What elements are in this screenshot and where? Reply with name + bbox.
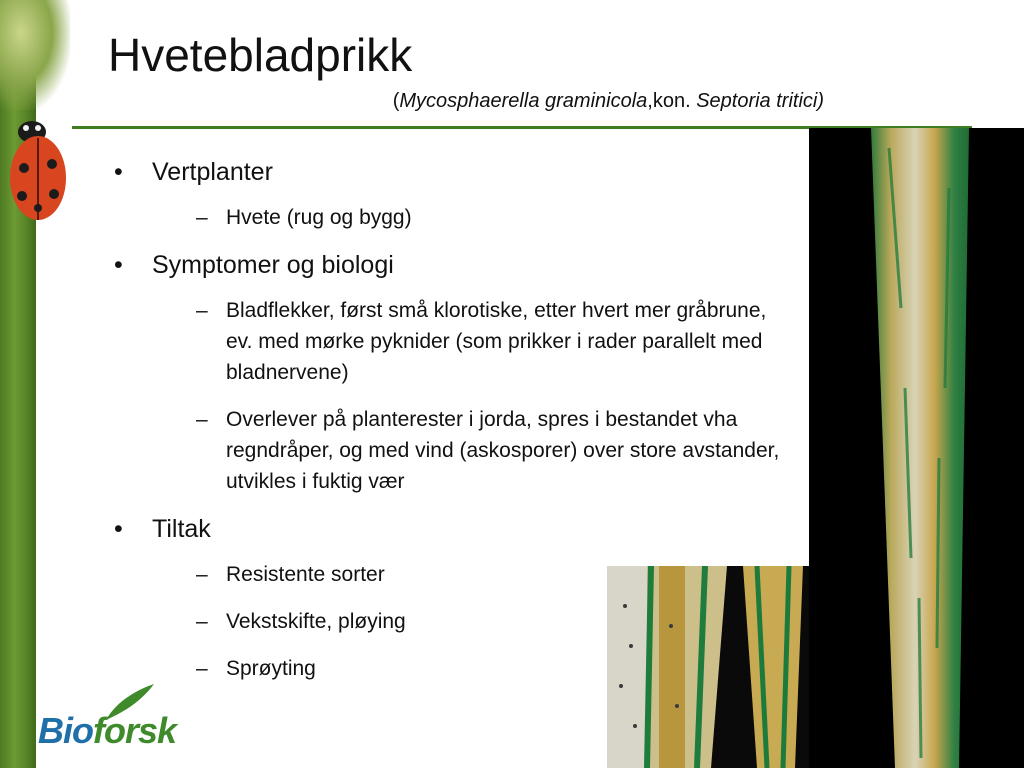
bullet-tiltak: • Tiltak <box>110 513 790 545</box>
sub-bullet: – Resistente sorter <box>196 559 790 590</box>
sub-bullet: – Sprøyting <box>196 653 790 684</box>
logo-text-forsk: forsk <box>93 710 177 751</box>
sub-bullet: – Bladflekker, først små klorotiske, etter hvert mer gråbrune, ev. med mørke pyknider (som prikker i rader parallelt med bladnervene) <box>196 295 790 388</box>
bullet-vertplanter: • Vertplanter <box>110 156 790 188</box>
sub-bullet: – Overlever på planterester i jorda, spres i bestandet vha regndråper, og med vind (askosporer) over store avstander, utvikles i fuktig vær <box>196 404 790 497</box>
bullet-symptomer: • Symptomer og biologi <box>110 249 790 281</box>
bioforsk-logo <box>38 682 198 762</box>
subtitle-mid: ,kon. <box>647 90 697 112</box>
slide-title: Hvetebladprikk <box>108 29 413 81</box>
slide-subtitle <box>393 90 824 113</box>
ladybug-image <box>0 108 70 223</box>
subtitle-open-paren: ( <box>392 90 400 112</box>
sub-bullet: – Hvete (rug og bygg) <box>196 202 790 233</box>
subtitle-anamorph: Septoria tritici) <box>696 90 824 112</box>
infected-leaf-photo <box>809 128 1024 768</box>
leaf-closeup-photo <box>607 566 809 768</box>
subtitle-species: Mycosphaerella graminicola <box>399 90 648 112</box>
logo-text-bio: Bio <box>38 710 93 751</box>
plant-bud-image <box>0 0 70 110</box>
sub-bullet: – Vekstskifte, pløying <box>196 606 790 637</box>
